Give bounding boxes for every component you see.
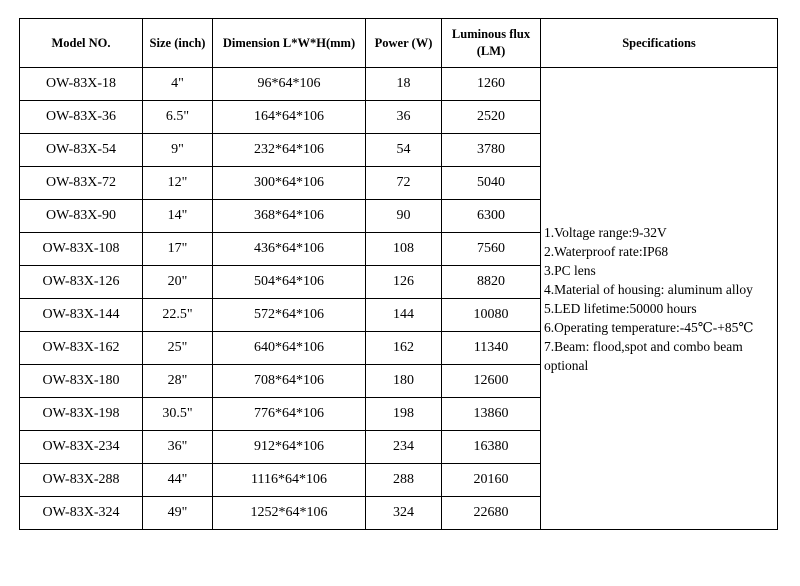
- cell-model: OW-83X-108: [20, 233, 143, 266]
- cell-flux: 11340: [442, 332, 541, 365]
- cell-power: 36: [366, 101, 442, 134]
- cell-dimension: 1116*64*106: [213, 464, 366, 497]
- header-luminous-flux: [442, 19, 541, 68]
- cell-dimension: 232*64*106: [213, 134, 366, 167]
- cell-model: OW-83X-324: [20, 497, 143, 530]
- cell-dimension: 1252*64*106: [213, 497, 366, 530]
- cell-power: 198: [366, 398, 442, 431]
- cell-flux: 6300: [442, 200, 541, 233]
- cell-dimension: 912*64*106: [213, 431, 366, 464]
- cell-power: 162: [366, 332, 442, 365]
- header-flux-line1: Luminous flux: [451, 27, 531, 41]
- cell-size: 49": [143, 497, 213, 530]
- cell-flux: 1260: [442, 68, 541, 101]
- cell-flux: 10080: [442, 299, 541, 332]
- header-dimension: Dimension L*W*H(mm): [213, 19, 366, 68]
- cell-model: OW-83X-144: [20, 299, 143, 332]
- cell-power: 234: [366, 431, 442, 464]
- cell-size: 12": [143, 167, 213, 200]
- specification-line: 2.Waterproof rate:IP68: [544, 243, 669, 259]
- cell-size: 14": [143, 200, 213, 233]
- cell-flux: 7560: [442, 233, 541, 266]
- header-specifications: Specifications: [541, 19, 778, 68]
- cell-size: 28": [143, 365, 213, 398]
- cell-dimension: 164*64*106: [213, 101, 366, 134]
- cell-power: 288: [366, 464, 442, 497]
- specification-line: 3.PC lens: [544, 262, 596, 278]
- cell-power: 180: [366, 365, 442, 398]
- cell-model: OW-83X-198: [20, 398, 143, 431]
- table-row: [20, 68, 778, 101]
- cell-flux: 22680: [442, 497, 541, 530]
- cell-model: OW-83X-288: [20, 464, 143, 497]
- cell-dimension: 504*64*106: [213, 266, 366, 299]
- cell-dimension: 300*64*106: [213, 167, 366, 200]
- cell-power: 126: [366, 266, 442, 299]
- cell-model: OW-83X-162: [20, 332, 143, 365]
- cell-dimension: 776*64*106: [213, 398, 366, 431]
- product-spec-table: [19, 18, 778, 530]
- header-flux-line2: (LM): [476, 44, 506, 58]
- cell-flux: 12600: [442, 365, 541, 398]
- cell-flux: 20160: [442, 464, 541, 497]
- cell-dimension: 640*64*106: [213, 332, 366, 365]
- header-size: Size (inch): [143, 19, 213, 68]
- spec-table-wrapper: [19, 18, 778, 530]
- specification-line: optional: [544, 357, 589, 373]
- header-row: [20, 19, 778, 68]
- cell-power: 18: [366, 68, 442, 101]
- cell-model: OW-83X-36: [20, 101, 143, 134]
- cell-dimension: 708*64*106: [213, 365, 366, 398]
- cell-power: 144: [366, 299, 442, 332]
- cell-model: OW-83X-180: [20, 365, 143, 398]
- specification-line: 6.Operating temperature:-45℃-+85℃: [544, 319, 754, 335]
- cell-power: 72: [366, 167, 442, 200]
- cell-flux: 5040: [442, 167, 541, 200]
- cell-model: OW-83X-54: [20, 134, 143, 167]
- cell-size: 36": [143, 431, 213, 464]
- cell-size: 25": [143, 332, 213, 365]
- cell-flux: 16380: [442, 431, 541, 464]
- cell-power: 90: [366, 200, 442, 233]
- cell-dimension: 368*64*106: [213, 200, 366, 233]
- cell-model: OW-83X-18: [20, 68, 143, 101]
- specifications-cell: [541, 68, 778, 530]
- cell-model: OW-83X-126: [20, 266, 143, 299]
- cell-flux: 8820: [442, 266, 541, 299]
- cell-size: 30.5": [143, 398, 213, 431]
- cell-size: 44": [143, 464, 213, 497]
- cell-size: 6.5": [143, 101, 213, 134]
- cell-flux: 2520: [442, 101, 541, 134]
- cell-size: 20": [143, 266, 213, 299]
- cell-flux: 13860: [442, 398, 541, 431]
- cell-model: OW-83X-72: [20, 167, 143, 200]
- cell-size: 17": [143, 233, 213, 266]
- table-body: [20, 68, 778, 530]
- cell-size: 22.5": [143, 299, 213, 332]
- cell-dimension: 96*64*106: [213, 68, 366, 101]
- specification-line: 5.LED lifetime:50000 hours: [544, 300, 697, 316]
- cell-power: 108: [366, 233, 442, 266]
- cell-flux: 3780: [442, 134, 541, 167]
- cell-power: 54: [366, 134, 442, 167]
- cell-size: 9": [143, 134, 213, 167]
- specification-line: 4.Material of housing: aluminum alloy: [544, 281, 753, 297]
- cell-model: OW-83X-234: [20, 431, 143, 464]
- cell-dimension: 572*64*106: [213, 299, 366, 332]
- cell-model: OW-83X-90: [20, 200, 143, 233]
- specification-line: 1.Voltage range:9-32V: [544, 224, 667, 240]
- cell-power: 324: [366, 497, 442, 530]
- cell-dimension: 436*64*106: [213, 233, 366, 266]
- cell-size: 4": [143, 68, 213, 101]
- specification-line: 7.Beam: flood,spot and combo beam: [544, 338, 743, 354]
- header-power: Power (W): [366, 19, 442, 68]
- header-model: Model NO.: [20, 19, 143, 68]
